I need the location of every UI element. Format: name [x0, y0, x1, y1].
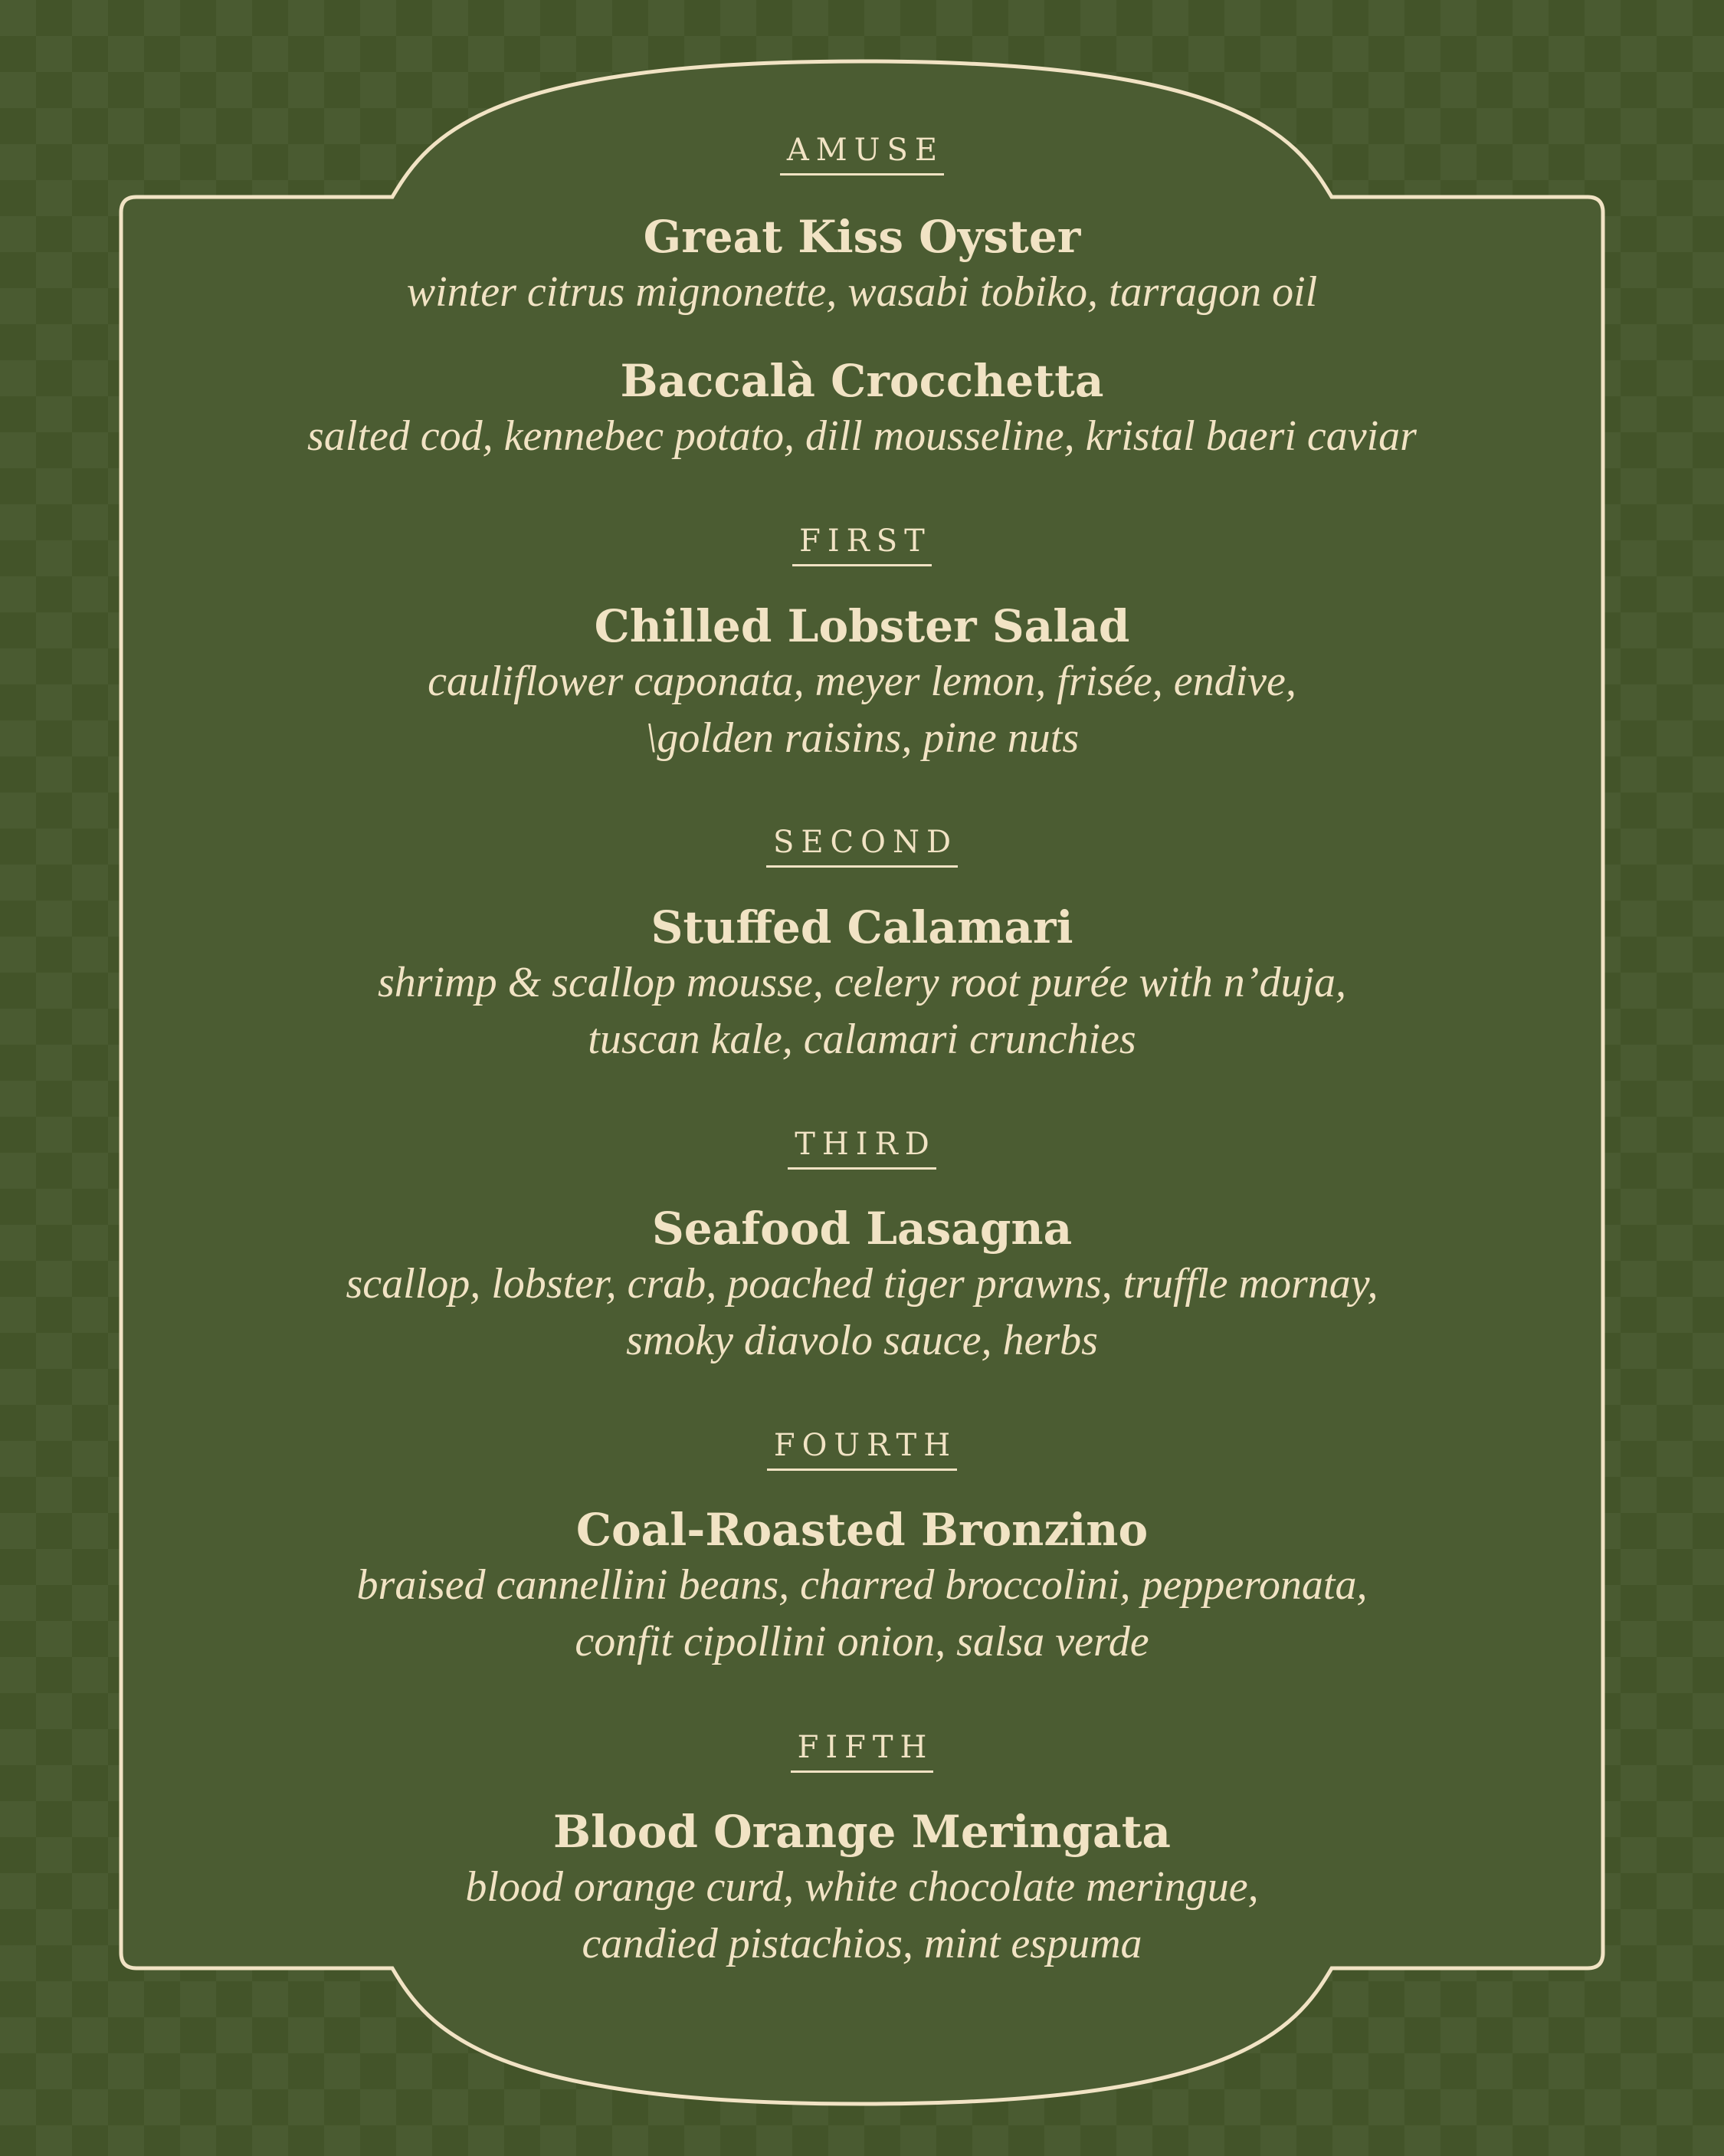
dish-chilled-lobster-salad: [0, 599, 1724, 766]
dish-name: Seafood Lasagna: [651, 1203, 1073, 1255]
course-heading-amuse: [0, 132, 1724, 176]
dish-description-line-1: blood orange curd, white chocolate meringue,: [465, 1863, 1259, 1911]
dish-description-line-2: candied pistachios, mint espuma: [582, 1920, 1142, 1967]
dish-description-line-2: \golden raisins, pine nuts: [644, 714, 1080, 762]
dish-description-line-2: confit cipollini onion, salsa verde: [575, 1618, 1149, 1665]
dish-description-line-1: braised cannellini beans, charred broccolini, pepperonata,: [356, 1561, 1368, 1609]
course-heading-first: [0, 523, 1724, 566]
course-heading-third: [0, 1126, 1724, 1170]
course-heading-label: FOURTH: [767, 1427, 957, 1471]
dish-stuffed-calamari: [0, 901, 1724, 1068]
dish-great-kiss-oyster: [0, 210, 1724, 320]
dish-description-line-1: scallop, lobster, crab, poached tiger prawns, truffle mornay,: [346, 1260, 1378, 1308]
course-heading-fifth: [0, 1729, 1724, 1773]
dish-description-line-1: shrimp & scallop mousse, celery root purée with n’duja,: [377, 959, 1347, 1006]
course-heading-label: FIRST: [792, 523, 932, 566]
dish-blood-orange-meringata: [0, 1805, 1724, 1972]
course-heading-label: THIRD: [788, 1126, 936, 1170]
dish-description: salted cod, kennebec potato, dill mousseline, kristal baeri caviar: [307, 412, 1417, 460]
course-heading-fourth: [0, 1427, 1724, 1471]
dish-name: Baccalà Crocchetta: [620, 355, 1104, 407]
dish-name: Great Kiss Oyster: [643, 211, 1081, 263]
dish-description: winter citrus mignonette, wasabi tobiko, tarragon oil: [406, 268, 1318, 316]
dish-name: Stuffed Calamari: [651, 901, 1073, 953]
dish-seafood-lasagna: [0, 1202, 1724, 1369]
dish-baccala-crocchetta: [0, 354, 1724, 464]
dish-description-line-1: cauliflower caponata, meyer lemon, frisée, endive,: [428, 658, 1296, 705]
course-heading-label: FIFTH: [791, 1729, 934, 1773]
course-heading-label: SECOND: [766, 824, 958, 868]
dish-name: Coal-Roasted Bronzino: [575, 1504, 1149, 1556]
dish-name: Blood Orange Meringata: [552, 1806, 1172, 1858]
dish-coal-roasted-bronzino: [0, 1503, 1724, 1670]
dish-description-line-2: tuscan kale, calamari crunchies: [588, 1016, 1136, 1063]
dish-name: Chilled Lobster Salad: [594, 600, 1130, 652]
course-heading-second: [0, 824, 1724, 868]
course-heading-label: AMUSE: [780, 132, 944, 176]
dish-description-line-2: smoky diavolo sauce, herbs: [626, 1317, 1098, 1364]
